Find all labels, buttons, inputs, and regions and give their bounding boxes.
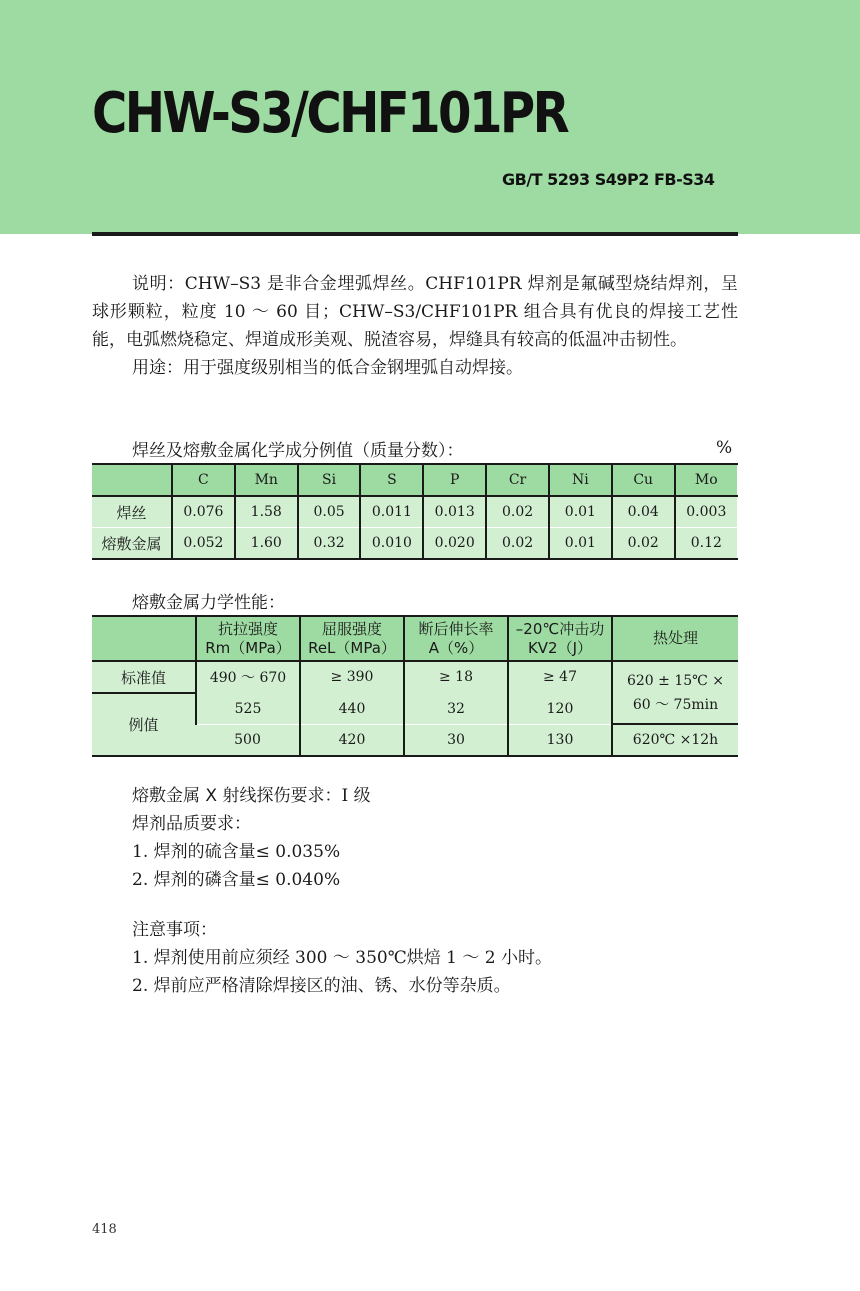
- header-tensile: 抗拉强度 Rm（MPa）: [196, 616, 300, 661]
- table-cell: 525: [196, 693, 300, 724]
- composition-col-header: Cr: [486, 464, 549, 496]
- mechanical-header-row: [92, 616, 738, 661]
- composition-col-header: Cu: [612, 464, 675, 496]
- list-item: 1. 焊剂使用前应须经 300 ～ 350℃烘焙 1 ～ 2 小时。: [132, 948, 552, 968]
- header-yield: 屈服强度 ReL（MPa）: [300, 616, 404, 661]
- description-block: [92, 270, 738, 382]
- table-cell: 1.60: [235, 528, 298, 560]
- table-cell: 0.02: [486, 528, 549, 560]
- table-row: [92, 661, 738, 693]
- page-number: 418: [92, 1222, 117, 1237]
- composition-header-row: [92, 464, 738, 496]
- heat-treatment-cell: 620 ± 15℃ × 60 ～ 75min: [612, 661, 738, 724]
- table-cell: 0.003: [675, 496, 738, 528]
- mechanical-table: [92, 615, 738, 757]
- usage-paragraph: [92, 354, 738, 382]
- table-cell: 440: [300, 693, 404, 724]
- table-cell: 0.013: [423, 496, 486, 528]
- table-cell: 0.01: [549, 496, 612, 528]
- table-cell: 0.076: [172, 496, 235, 528]
- header-heat-treatment: 热处理: [612, 616, 738, 661]
- composition-col-header: Si: [298, 464, 361, 496]
- row-label: 熔敷金属: [92, 528, 172, 560]
- header-impact: –20℃冲击功 KV2（J）: [508, 616, 612, 661]
- table-cell: 32: [404, 693, 508, 724]
- table-cell: 0.12: [675, 528, 738, 560]
- description-text: CHW–S3 是非合金埋弧焊丝。CHF101PR 焊剂是氟碱型烧结焊剂，呈球形颗粒，粒度 10 ～ 60 目；CHW–S3/CHF101PR 组合具有优良的焊接工艺性能，电弧燃烧稳定、焊道成形美观、脱渣容易，焊缝具有较高的低温冲击韧性。: [92, 274, 739, 350]
- table-cell: 0.02: [486, 496, 549, 528]
- list-item: 2. 焊剂的磷含量≤ 0.040%: [132, 870, 341, 890]
- composition-col-header: Mo: [675, 464, 738, 496]
- xray-requirement: 熔敷金属 X 射线探伤要求：I 级: [132, 786, 371, 806]
- composition-table: [92, 463, 738, 560]
- table-cell: ≥ 390: [300, 661, 404, 693]
- composition-unit: %: [716, 438, 733, 458]
- list-item: 1. 焊剂的硫含量≤ 0.035%: [132, 842, 341, 862]
- table-cell: ≥ 18: [404, 661, 508, 693]
- table-cell: 1.58: [235, 496, 298, 528]
- table-cell: 130: [508, 724, 612, 756]
- table-cell: 500: [196, 724, 300, 756]
- description-label: 说明：: [132, 274, 185, 294]
- table-row: [92, 496, 738, 528]
- table-cell: 30: [404, 724, 508, 756]
- flux-quality-label: 焊剂品质要求：: [132, 814, 251, 834]
- table-cell: 0.01: [549, 528, 612, 560]
- cautions-block: [132, 916, 738, 1000]
- corner-cell: [92, 616, 196, 661]
- standard-designation: GB/T 5293 S49P2 FB-S34: [502, 170, 715, 189]
- cautions-label: 注意事项：: [132, 920, 217, 940]
- description-paragraph: [92, 270, 738, 354]
- heat-treatment-cell: 620℃ ×12h: [612, 724, 738, 756]
- row-label: 标准值: [92, 661, 196, 693]
- row-label: 例值: [92, 693, 196, 756]
- table-cell: 0.052: [172, 528, 235, 560]
- table-row: [92, 528, 738, 560]
- requirements-block: [132, 782, 738, 894]
- table-cell: 0.32: [298, 528, 361, 560]
- table-cell: 0.011: [360, 496, 423, 528]
- table-cell: 0.04: [612, 496, 675, 528]
- table-cell: 120: [508, 693, 612, 724]
- composition-col-header: C: [172, 464, 235, 496]
- row-label: 焊丝: [92, 496, 172, 528]
- composition-col-header: S: [360, 464, 423, 496]
- divider: [92, 232, 738, 236]
- header-elongation: 断后伸长率 A（%）: [404, 616, 508, 661]
- usage-label: 用途：: [132, 358, 183, 378]
- table-cell: 490 ～ 670: [196, 661, 300, 693]
- table-cell: 0.010: [360, 528, 423, 560]
- composition-heading: 焊丝及熔敷金属化学成分例值（质量分数）：: [132, 441, 464, 461]
- table-cell: 0.05: [298, 496, 361, 528]
- table-cell: 0.02: [612, 528, 675, 560]
- composition-col-header: Mn: [235, 464, 298, 496]
- composition-col-header: P: [423, 464, 486, 496]
- table-cell: 420: [300, 724, 404, 756]
- list-item: 2. 焊前应严格清除焊接区的油、锈、水份等杂质。: [132, 976, 511, 996]
- mechanical-heading: 熔敷金属力学性能：: [132, 593, 285, 613]
- composition-col-header: Ni: [549, 464, 612, 496]
- usage-text: 用于强度级别相当的低合金钢埋弧自动焊接。: [183, 358, 523, 378]
- table-cell: ≥ 47: [508, 661, 612, 693]
- page-title: CHW-S3/CHF101PR: [92, 81, 568, 146]
- composition-col-header: [92, 464, 172, 496]
- table-cell: 0.020: [423, 528, 486, 560]
